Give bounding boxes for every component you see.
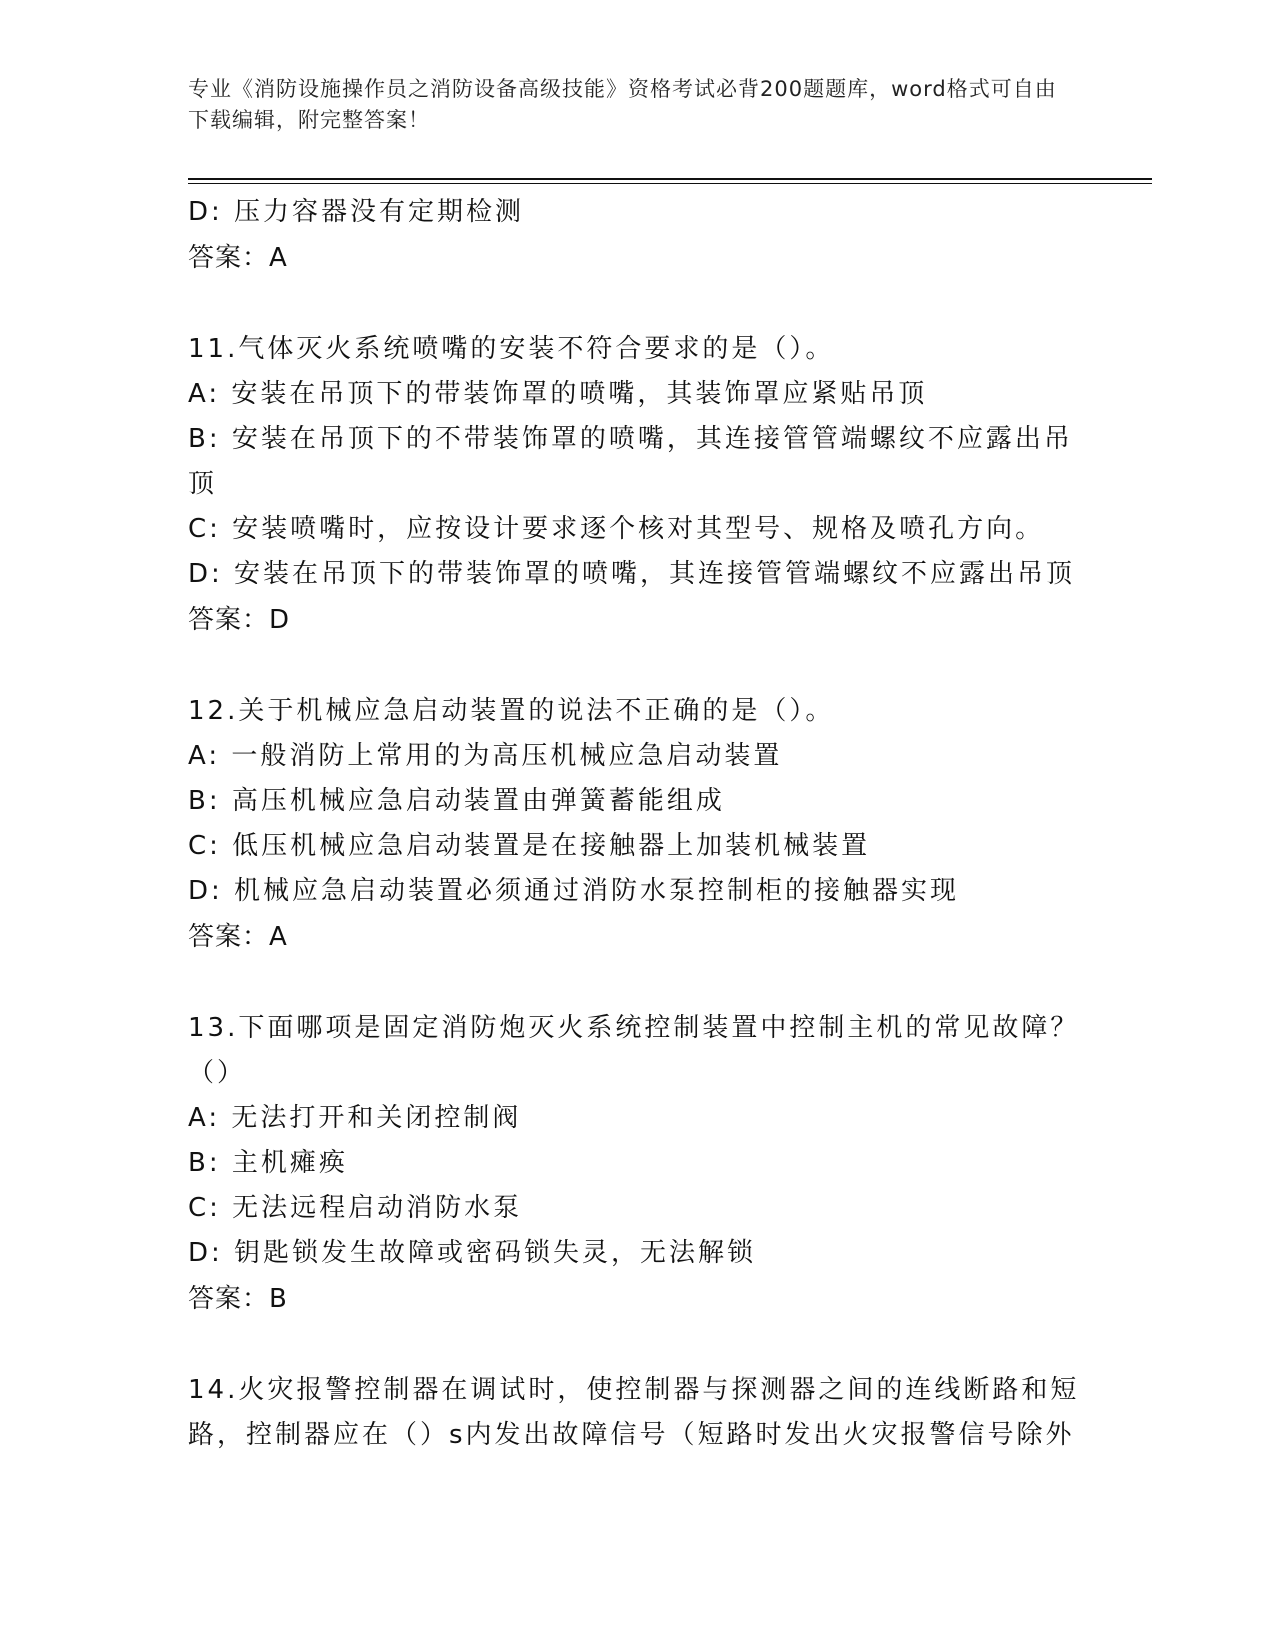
question-text: 11.气体灭火系统喷嘴的安装不符合要求的是（）。 (188, 334, 835, 364)
question-list (188, 190, 1088, 1458)
option-d: D: 压力容器没有定期检测 (188, 197, 525, 227)
option-b: B: 安装在吊顶下的不带装饰罩的喷嘴，其连接管管端螺纹不应露出吊顶 (188, 424, 1073, 499)
option-c: C: 低压机械应急启动装置是在接触器上加装机械装置 (188, 831, 871, 861)
question-text: 14.火灾报警控制器在调试时，使控制器与探测器之间的连线断路和短路，控制器应在（）s内发出故障信号（短路时发出火灾报警信号除外 (188, 1375, 1080, 1450)
option-b: B: 主机瘫痪 (188, 1148, 348, 1178)
question-block-13 (188, 1006, 1088, 1322)
question-text: 12.关于机械应急启动装置的说法不正确的是（）。 (188, 696, 835, 726)
header-rule-thin (188, 183, 1152, 184)
question-block-10 (188, 190, 1088, 281)
answer: 答案：A (188, 922, 288, 952)
question-block-11 (188, 327, 1088, 643)
option-d: D: 钥匙锁发生故障或密码锁失灵，无法解锁 (188, 1238, 757, 1268)
answer: 答案：D (188, 605, 291, 635)
header-rule-thick (188, 178, 1152, 180)
option-a: A: 安装在吊顶下的带装饰罩的喷嘴，其装饰罩应紧贴吊顶 (188, 379, 928, 409)
question-block-12 (188, 689, 1088, 960)
option-d: D: 安装在吊顶下的带装饰罩的喷嘴，其连接管管端螺纹不应露出吊顶 (188, 559, 1076, 589)
question-text: 13.下面哪项是固定消防炮灭火系统控制装置中控制主机的常见故障？（） (188, 1013, 1080, 1088)
option-c: C: 无法远程启动消防水泵 (188, 1193, 523, 1223)
option-d: D: 机械应急启动装置必须通过消防水泵控制柜的接触器实现 (188, 876, 960, 906)
question-block-14 (188, 1368, 1088, 1458)
option-a: A: 无法打开和关闭控制阀 (188, 1103, 522, 1133)
option-a: A: 一般消防上常用的为高压机械应急启动装置 (188, 741, 783, 771)
spacer (188, 1322, 1088, 1368)
option-c: C: 安装喷嘴时，应按设计要求逐个核对其型号、规格及喷孔方向。 (188, 514, 1045, 544)
spacer (188, 643, 1088, 689)
answer: 答案：A (188, 243, 288, 273)
option-b: B: 高压机械应急启动装置由弹簧蓄能组成 (188, 786, 725, 816)
spacer (188, 960, 1088, 1006)
spacer (188, 281, 1088, 327)
answer: 答案：B (188, 1284, 288, 1314)
page-header: 专业《消防设施操作员之消防设备高级技能》资格考试必背200题题库，word格式可自由下载编辑，附完整答案！ (188, 77, 1057, 132)
